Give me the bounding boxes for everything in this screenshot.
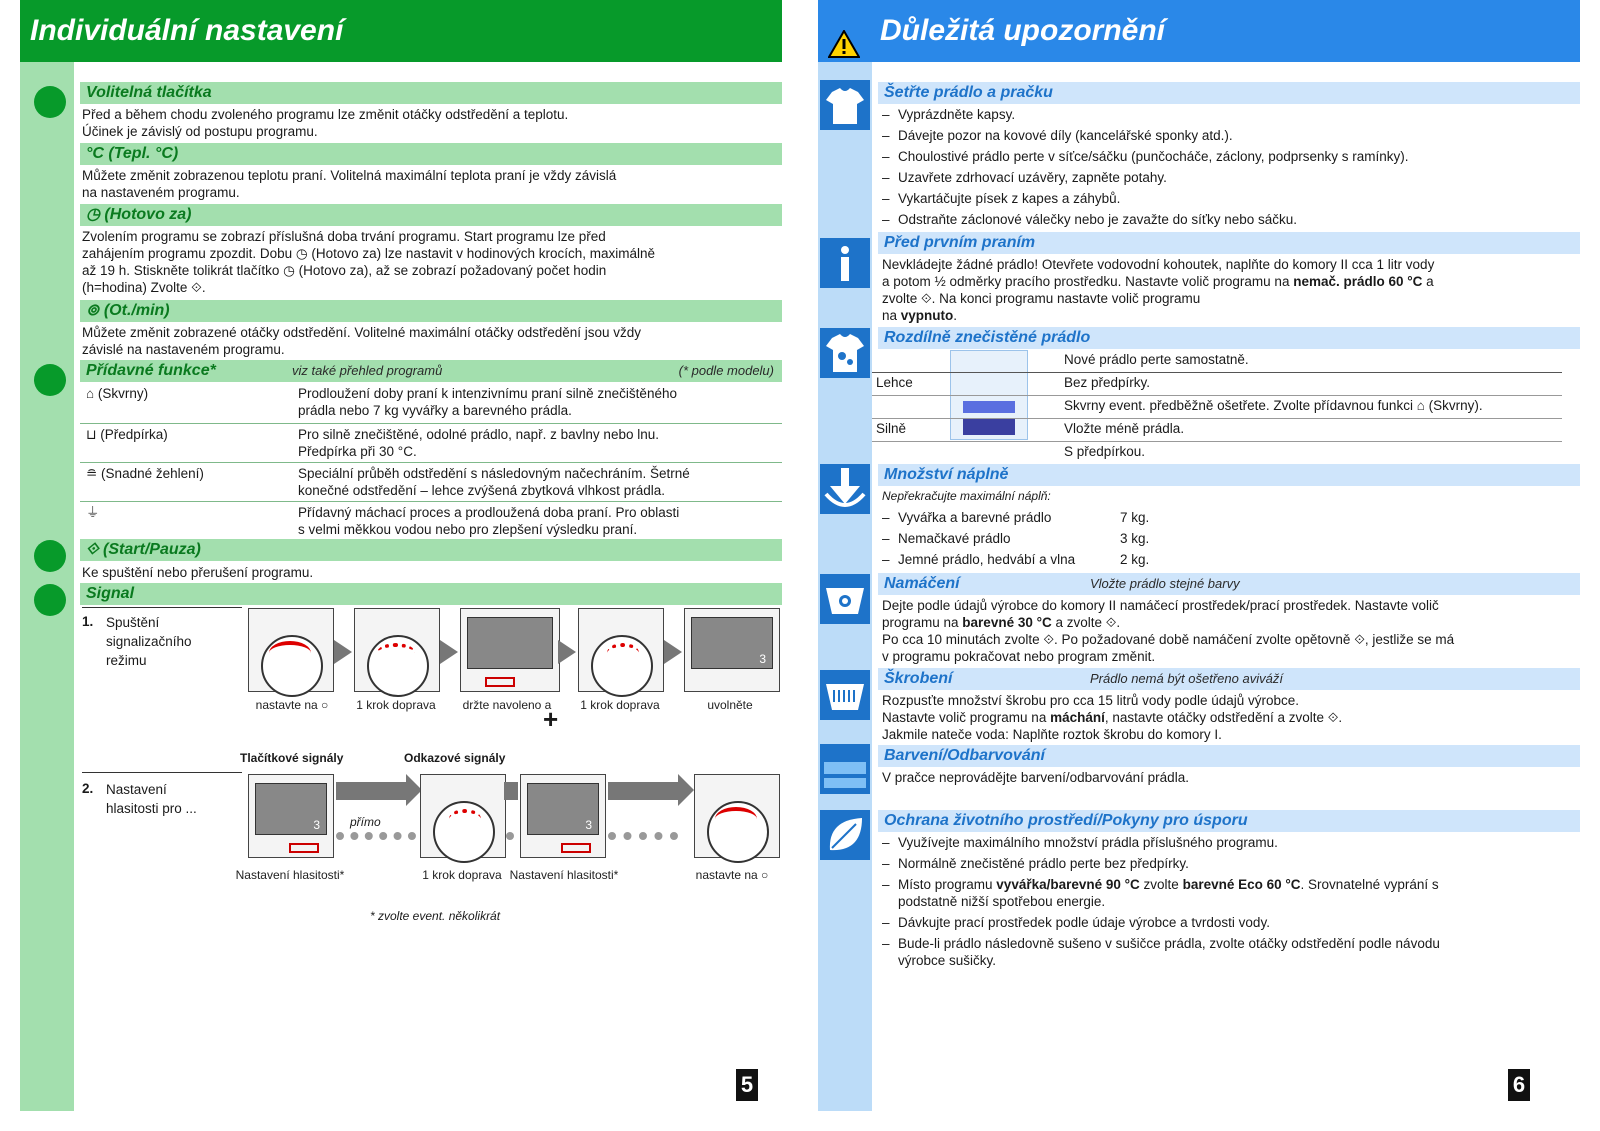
caption-step1: 1 krok doprava bbox=[580, 698, 660, 712]
extra-function-row bbox=[80, 424, 782, 463]
red-arrow-5 bbox=[715, 807, 757, 831]
soak-sub: Vložte prádlo stejné barvy bbox=[1090, 576, 1240, 591]
soiling-row: Silně Vložte méně prádla. bbox=[872, 419, 1562, 442]
environment-list bbox=[882, 832, 1572, 969]
extra-function-name: ⌂ (Skvrny) bbox=[86, 386, 149, 401]
section-load-title: Množství náplně bbox=[878, 464, 1580, 486]
list-item: – Uzavřete zdrhovací uzávěry, zapněte potahy. bbox=[882, 167, 1572, 188]
section-soiling-title: Rozdílně znečistěné prádlo bbox=[878, 327, 1580, 349]
section-care-title: Šetřte prádlo a pračku bbox=[878, 82, 1580, 104]
dial-panel-2 bbox=[354, 608, 440, 692]
signal-step-1-rule bbox=[82, 607, 242, 608]
section-start-pause-title: ⟐ (Start/Pauza) bbox=[80, 539, 782, 561]
section-environment-title: Ochrana životního prostředí/Pokyny pro úsporu bbox=[878, 810, 1580, 832]
signal-step-2-text: Nastavení hlasitosti pro ... bbox=[106, 782, 197, 816]
list-item: – Choulostivé prádlo perte v síťce/sáčku (punčocháče, záclony, podprsenky s ramínky). bbox=[882, 146, 1572, 167]
caption-step1: 1 krok doprava bbox=[356, 698, 436, 712]
caption-step1: uvolněte bbox=[707, 698, 753, 712]
section-finish-in-title: ◷ (Hotovo za) bbox=[80, 204, 782, 226]
arrow-icon bbox=[334, 640, 352, 664]
section-extra-functions-title bbox=[80, 360, 782, 382]
stained-shirt-icon bbox=[820, 328, 870, 378]
green-marker-4 bbox=[34, 584, 66, 616]
extra-function-desc: Speciální průběh odstředění s následovným načechráním. Šetrné bbox=[298, 466, 690, 481]
list-item: – Bude-li prádlo následovně sušeno v sušičce prádla, zvolte otáčky odstředění podle návodu výrobce sušičky. bbox=[882, 933, 1572, 969]
arrow-icon bbox=[558, 640, 576, 664]
extra-function-name: ≘ (Snadné žehlení) bbox=[86, 466, 204, 481]
list-item: – Dávejte pozor na kovové díly (kancelářské sponky atd.). bbox=[882, 125, 1572, 146]
extra-function-desc: Prodloužení doby praní k intenzivnímu praní silně znečištěného bbox=[298, 386, 677, 401]
caption-step2: Nastavení hlasitosti* bbox=[235, 868, 345, 882]
display-panel-4 bbox=[520, 774, 606, 858]
finish-in-text-3: až 19 h. Stiskněte tolikrát tlačítko ◷ (Hotovo za), až se zobrazí požadovaný počet hodin bbox=[82, 263, 607, 278]
arrow-icon bbox=[664, 640, 682, 664]
green-marker-1 bbox=[34, 86, 66, 118]
soak-text: Dejte podle údajů výrobce do komory II namáčecí prostředek/prací prostředek. Nastavte volič programu na barevné 30 °C a zvolte ⟐. Po cca 10 minutách zvolte ⟐. Po požadované době namáčení zvolte opětovně ⟐, jestliže se má v programu pokračovat nebo program změnit. bbox=[882, 598, 1455, 664]
display-value: 3 bbox=[313, 818, 320, 832]
list-item: – Normálně znečistěné prádlo perte bez předpírky. bbox=[882, 853, 1572, 874]
extra-function-desc: Předpírka při 30 °C. bbox=[298, 444, 417, 459]
caption-step2: Nastavení hlasitosti* bbox=[509, 868, 619, 882]
signal-step-2-number: 2. bbox=[82, 781, 94, 796]
optional-buttons-text-1: Před a během chodu zvoleného programu lze změnit otáčky odstředění a teplotu. bbox=[82, 107, 569, 122]
arrow-icon bbox=[440, 640, 458, 664]
extra-function-desc: Přídavný máchací proces a prodloužená doba praní. Pro oblasti bbox=[298, 505, 680, 520]
care-list bbox=[882, 104, 1572, 230]
start-pause-text: Ke spuštění nebo přerušení programu. bbox=[82, 565, 314, 580]
extra-function-name: ⊔ (Předpírka) bbox=[86, 427, 168, 442]
display-screen bbox=[527, 783, 599, 835]
extra-function-name: ⏚ bbox=[86, 505, 100, 520]
extra-functions-see-also: viz také přehled programů bbox=[292, 363, 443, 378]
info-icon bbox=[820, 238, 870, 288]
caption-step2: nastavte na ○ bbox=[695, 868, 769, 882]
section-temperature-title: °C (Tepl. °C) bbox=[80, 143, 782, 165]
signal-footnote: * zvolte event. několikrát bbox=[370, 909, 501, 923]
section-optional-buttons-title: Volitelná tlačítka bbox=[80, 82, 782, 104]
display-panel-3 bbox=[248, 774, 334, 858]
left-page-title: Individuální nastavení bbox=[20, 0, 782, 62]
finish-in-text-2: zahájením programu zpozdit. Dobu ◷ (Hotovo za) lze nastavit v hodinových krocích, maximálně bbox=[82, 246, 656, 261]
dyeing-icon bbox=[820, 744, 870, 794]
soiling-row: Lehce Bez předpírky. bbox=[872, 373, 1562, 396]
rpm-text-2: závislé na nastaveném programu. bbox=[82, 342, 285, 357]
section-dyeing-title: Barvení/Odbarvování bbox=[878, 745, 1580, 767]
dyeing-text: V pračce neprovádějte barvení/odbarvování prádla. bbox=[882, 770, 1189, 785]
section-soak-title: Namáčení Vložte prádlo stejné barvy bbox=[878, 573, 1580, 595]
signal-step-1-text: Spuštění signalizačního režimu bbox=[106, 615, 192, 668]
left-page bbox=[20, 0, 782, 1131]
first-wash-text: Nevkládejte žádné prádlo! Otevřete vodovodní kohoutek, naplňte do komory II cca 1 litr vody a potom ½ odměrky pracího prostředku. Nastavte volič programu na nemač. prádlo 60 °C a zvolte ⟐. Na konci programu nastavte volič programu na vypnuto. bbox=[882, 257, 1435, 323]
extra-function-desc: Pro silně znečištěné, odolné prádlo, např. z bavlny nebo lnu. bbox=[298, 427, 659, 442]
right-content bbox=[872, 62, 1580, 1111]
highlighted-button bbox=[289, 843, 319, 853]
dotted-arrow bbox=[506, 832, 516, 840]
dial-panel-5 bbox=[694, 774, 780, 858]
red-arrow-3 bbox=[607, 643, 639, 663]
display-screen bbox=[467, 617, 553, 669]
extra-functions-title: Přídavné funkce* bbox=[86, 362, 216, 379]
extra-function-desc: s velmi měkkou vodou nebo pro zlepšení výsledku praní. bbox=[298, 522, 638, 537]
section-starch-title: Škrobení Prádlo nemá být ošetřeno aviváží bbox=[878, 668, 1580, 690]
green-marker-3 bbox=[34, 540, 66, 572]
arrow-icon bbox=[504, 782, 518, 800]
finish-in-text-1: Zvolením programu se zobrazí příslušná doba trvání programu. Start programu lze před bbox=[82, 229, 606, 244]
soiling-table bbox=[872, 350, 1562, 462]
temperature-text-2: na nastaveném programu. bbox=[82, 185, 240, 200]
temperature-text-1: Můžete změnit zobrazenou teplotu praní. Volitelná maximální teplota praní je vždy závislá bbox=[82, 168, 617, 183]
dotted-arrow bbox=[336, 832, 416, 840]
extra-functions-model-note: (* podle modelu) bbox=[678, 363, 774, 378]
direct-label: přímo bbox=[350, 815, 381, 829]
red-arrow-2 bbox=[377, 643, 415, 663]
list-item: – Vyvářka a barevné prádlo 7 kg. bbox=[882, 507, 1282, 528]
display-value: 3 bbox=[585, 818, 592, 832]
dial-panel-3 bbox=[578, 608, 664, 692]
signal-step-2-rule bbox=[82, 772, 242, 773]
optional-buttons-text-2: Účinek je závislý od postupu programu. bbox=[82, 124, 318, 139]
left-content bbox=[74, 62, 782, 1111]
caption-step1: držte navoleno a bbox=[462, 698, 552, 712]
caption-step2: 1 krok doprava bbox=[422, 868, 502, 882]
signal-step-1-number: 1. bbox=[82, 614, 94, 629]
list-item: – Využívejte maximálního množství prádla příslušného programu. bbox=[882, 832, 1572, 853]
tshirt-icon bbox=[820, 80, 870, 130]
starch-sub: Prádlo nemá být ošetřeno aviváží bbox=[1090, 671, 1283, 686]
list-item: – Dávkujte prací prostředek podle údaje výrobce a tvrdosti vody. bbox=[882, 912, 1572, 933]
list-item: – Vyprázdněte kapsy. bbox=[882, 104, 1572, 125]
soak-tub-icon bbox=[820, 574, 870, 624]
list-item: – Místo programu vyvářka/barevné 90 °C zvolte barevné Eco 60 °C. Srovnatelné vyprání s podstatně nižší spotřebou energie. bbox=[882, 874, 1572, 912]
soiling-row: Nové prádlo perte samostatně. bbox=[872, 350, 1562, 373]
load-down-arrow-icon bbox=[820, 464, 870, 514]
display-panel-2 bbox=[684, 608, 780, 692]
list-item: – Vykartáčujte písek z kapes a záhybů. bbox=[882, 188, 1572, 209]
highlighted-button bbox=[561, 843, 591, 853]
page-number-right: 6 bbox=[1508, 1069, 1530, 1101]
leaf-icon bbox=[820, 810, 870, 860]
starch-tub-icon bbox=[820, 670, 870, 720]
list-item: – Odstraňte záclonové válečky nebo je zavažte do síťky nebo sáčku. bbox=[882, 209, 1572, 230]
soiling-row: Skvrny event. předběžně ošetřete. Zvolte přídavnou funkci ⌂ (Skvrny). bbox=[872, 396, 1562, 419]
button-signals-heading: Tlačítkové signály bbox=[240, 751, 344, 765]
load-note: Nepřekračujte maximální náplň: bbox=[882, 489, 1051, 503]
red-arrow-4 bbox=[449, 809, 481, 829]
section-rpm-title: ⊚ (Ot./min) bbox=[80, 300, 782, 322]
starch-text: Rozpusťte množství škrobu pro cca 15 litrů vody podle údajů výrobce. Nastavte volič programu na máchání, nastavte otáčky odstředění a zvolte ⟐. Jakmile nateče voda: Naplňte roztok škrobu do komory I. bbox=[882, 693, 1343, 742]
plus-sign: + bbox=[543, 704, 559, 734]
extra-function-row bbox=[80, 463, 782, 502]
dial-panel-1 bbox=[248, 608, 334, 692]
page-number-left: 5 bbox=[736, 1069, 758, 1101]
extra-function-row bbox=[80, 502, 782, 538]
extra-function-row bbox=[80, 383, 782, 424]
caption-step1: nastavte na ○ bbox=[255, 698, 329, 712]
right-page bbox=[818, 0, 1580, 1131]
dotted-arrow bbox=[608, 832, 678, 840]
display-value: 3 bbox=[759, 652, 766, 666]
rpm-text-1: Můžete změnit zobrazené otáčky odstředění. Volitelné maximální otáčky odstředění jsou vždy bbox=[82, 325, 642, 340]
arrow-icon bbox=[336, 782, 406, 800]
list-item: – Nemačkavé prádlo 3 kg. bbox=[882, 528, 1282, 549]
display-screen bbox=[255, 783, 327, 835]
display-panel-1 bbox=[460, 608, 560, 692]
load-list bbox=[882, 507, 1282, 570]
extra-function-desc: prádla nebo 7 kg vyvářky a barevného prádla. bbox=[298, 403, 572, 418]
section-signal-title: Signal bbox=[80, 583, 782, 605]
extra-function-desc: konečné odstředění – lehce zvýšená zbytková vlhkost prádla. bbox=[298, 483, 665, 498]
finish-in-text-4: (h=hodina) Zvolte ⟐. bbox=[82, 280, 206, 295]
red-arrow-1 bbox=[269, 641, 311, 665]
list-item: – Jemné prádlo, hedvábí a vlna 2 kg. bbox=[882, 549, 1282, 570]
soiling-row: S předpírkou. bbox=[1064, 444, 1146, 459]
arrow-icon bbox=[608, 782, 678, 800]
display-screen bbox=[691, 617, 773, 669]
green-marker-2 bbox=[34, 364, 66, 396]
arrow-head bbox=[678, 774, 694, 806]
right-page-title: Důležitá upozornění bbox=[818, 0, 1580, 62]
dial-panel-4 bbox=[420, 774, 506, 858]
reference-signals-heading: Odkazové signály bbox=[404, 751, 506, 765]
section-first-wash-title: Před prvním praním bbox=[878, 232, 1580, 254]
highlighted-button bbox=[485, 677, 515, 687]
